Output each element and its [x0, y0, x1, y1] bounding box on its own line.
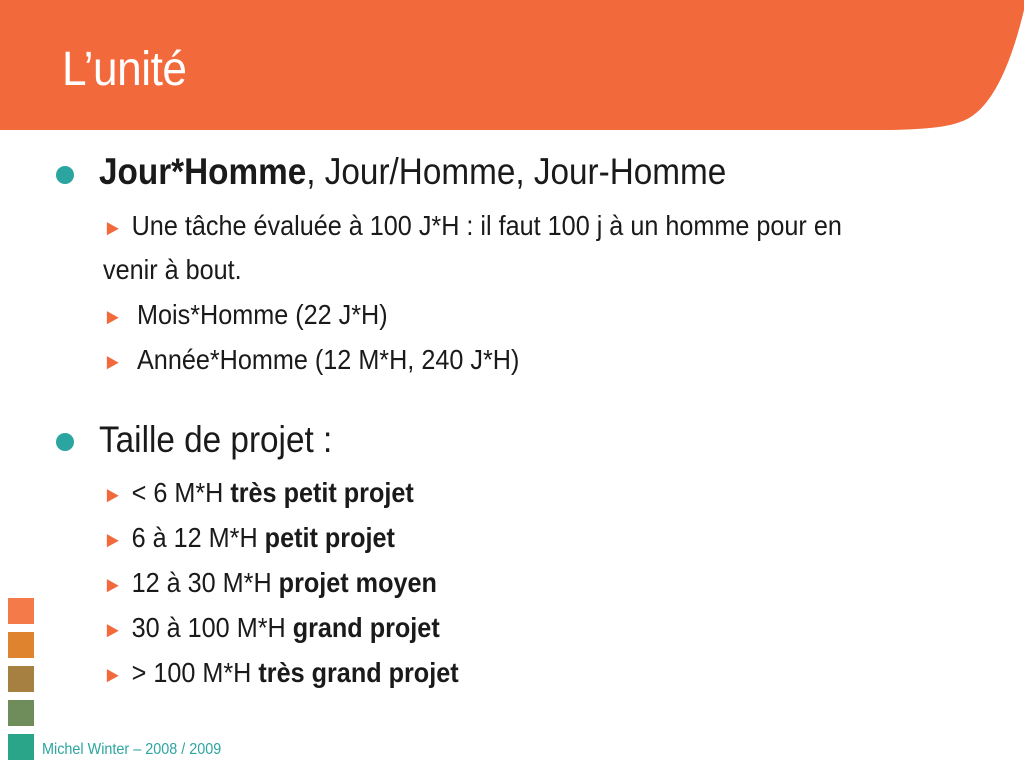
triangle-bullet-icon: ► [103, 304, 123, 329]
sub-item-1 [103, 209, 842, 245]
decor-square [8, 632, 34, 658]
decor-square [8, 598, 34, 624]
size-item-range: < 6 M*H [131, 477, 231, 508]
triangle-bullet-icon: ► [103, 482, 123, 507]
size-item-range: 12 à 30 M*H [131, 567, 279, 598]
size-item-label: petit projet [264, 522, 395, 553]
sub-item-1-continuation: venir à bout. [103, 254, 242, 285]
triangle-bullet-icon: ► [103, 527, 123, 552]
decor-square [8, 734, 34, 760]
bullet-dot-icon [56, 166, 74, 184]
bullet-1-rest: , Jour/Homme, Jour-Homme [306, 151, 727, 192]
sub-item-3 [103, 343, 519, 379]
sub-item-2 [103, 298, 388, 334]
triangle-bullet-icon: ► [103, 349, 123, 374]
bullet-1-bold: Jour*Homme [99, 151, 307, 192]
bullet-2-text: Taille de projet : [99, 419, 333, 460]
decor-square [8, 700, 34, 726]
size-item-range: 6 à 12 M*H [131, 522, 265, 553]
size-item-label: très petit projet [230, 477, 414, 508]
size-item-label: projet moyen [278, 567, 437, 598]
bullet-1-text [99, 150, 726, 194]
size-item [103, 611, 440, 647]
sub-item-3-text: Année*Homme (12 M*H, 240 J*H) [137, 344, 520, 375]
size-item-label: grand projet [292, 612, 440, 643]
size-item [103, 476, 414, 512]
footer-author: Michel Winter – 2008 / 2009 [42, 741, 222, 758]
size-item [103, 521, 395, 557]
size-item [103, 566, 437, 602]
size-item-range: 30 à 100 M*H [131, 612, 293, 643]
slide-title: L’unité [62, 43, 187, 96]
size-item [103, 656, 459, 692]
size-item-label: très grand projet [258, 657, 459, 688]
decor-square [8, 666, 34, 692]
triangle-bullet-icon: ► [103, 617, 123, 642]
triangle-bullet-icon: ► [103, 662, 123, 687]
sub-item-1-line1: Une tâche évaluée à 100 J*H : il faut 100 j à un homme pour en [131, 210, 842, 241]
size-item-range: > 100 M*H [131, 657, 259, 688]
sub-item-2-text: Mois*Homme (22 J*H) [137, 299, 388, 330]
triangle-bullet-icon: ► [103, 215, 123, 240]
bullet-dot-icon [56, 433, 74, 451]
triangle-bullet-icon: ► [103, 572, 123, 597]
